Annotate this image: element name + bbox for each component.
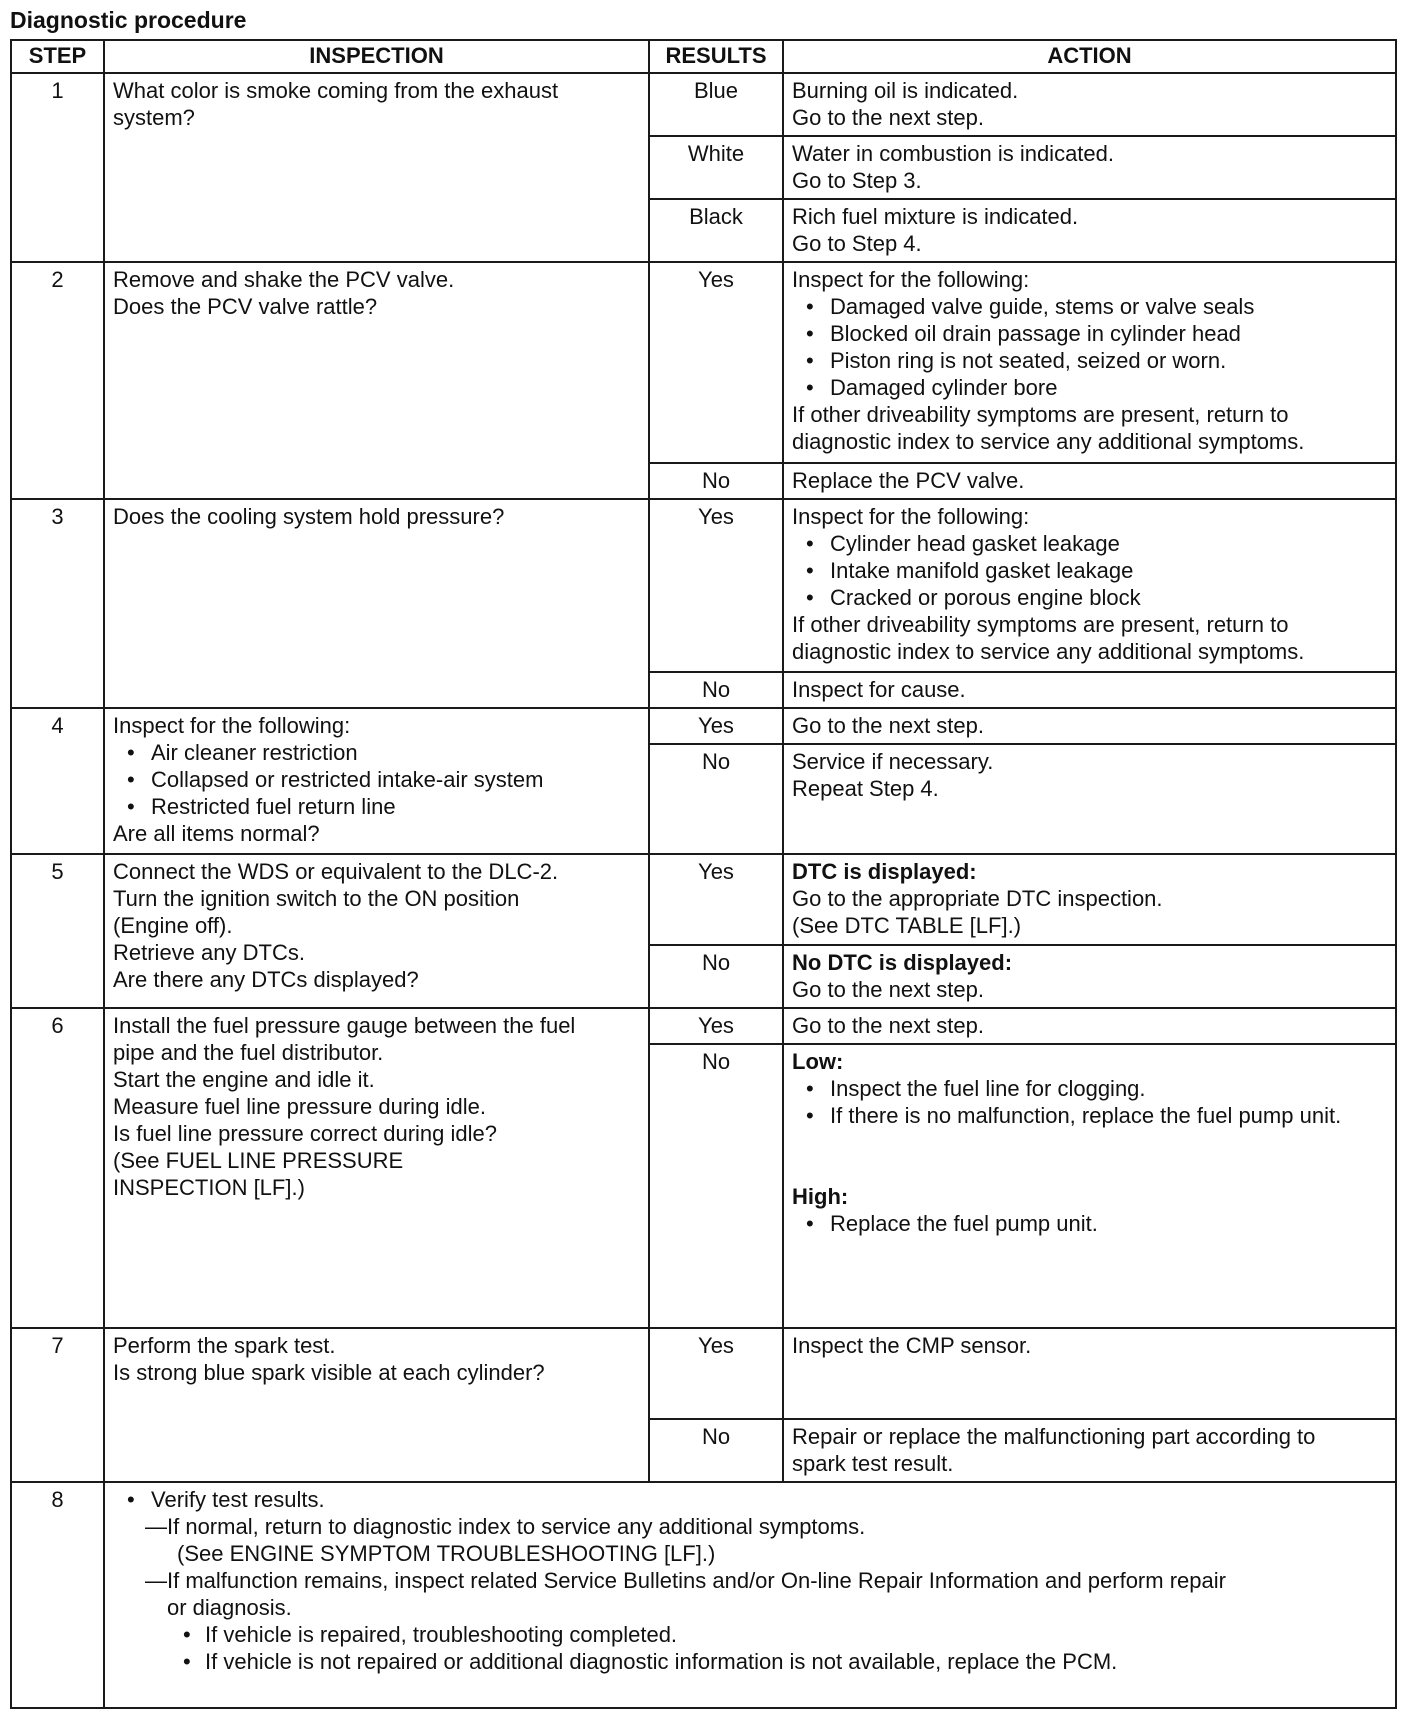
result-cell: No — [649, 672, 783, 708]
action-cell: Go to the next step. — [783, 1008, 1396, 1044]
dash-item — [113, 1567, 1387, 1621]
action-text: Go to Step 3. — [792, 168, 922, 193]
reference-text: (See ENGINE SYMPTOM TROUBLESHOOTING [LF].) — [177, 1541, 716, 1566]
list-item: • Damaged valve guide, stems or valve seals — [792, 293, 1387, 320]
step-number: 7 — [11, 1328, 104, 1482]
action-text: diagnostic index to service any additional symptoms. — [792, 639, 1305, 664]
table-row — [11, 708, 1396, 744]
step-number: 2 — [11, 262, 104, 499]
action-cell — [783, 199, 1396, 262]
inspection-cell — [104, 1482, 1396, 1708]
step-number: 1 — [11, 73, 104, 262]
action-heading: Low: — [792, 1049, 844, 1074]
inspection-cell — [104, 1008, 649, 1328]
header-action: ACTION — [783, 40, 1396, 73]
inspection-text: pipe and the fuel distributor. — [113, 1040, 384, 1065]
list-item: • Collapsed or restricted intake-air system — [113, 766, 640, 793]
dash-item — [113, 1513, 1387, 1567]
inspection-text: Turn the ignition switch to the ON position — [113, 886, 520, 911]
list-item — [113, 1486, 1387, 1513]
action-cell: Replace the PCV valve. — [783, 463, 1396, 499]
result-cell: Blue — [649, 73, 783, 136]
result-cell: White — [649, 136, 783, 199]
inspection-text: Remove and shake the PCV valve. — [113, 267, 455, 292]
inspection-text: Connect the WDS or equivalent to the DLC-2. — [113, 859, 559, 884]
action-text: (See DTC TABLE [LF].) — [792, 913, 1022, 938]
header-inspection: INSPECTION — [104, 40, 649, 73]
action-heading: High: — [792, 1184, 849, 1209]
inspection-text: Start the engine and idle it. — [113, 1067, 375, 1092]
list-item: • If vehicle is repaired, troubleshooting completed. — [175, 1621, 1387, 1648]
inspection-cell — [104, 499, 649, 708]
result-cell: No — [649, 945, 783, 1008]
table-row — [11, 854, 1396, 945]
result-cell: Yes — [649, 1008, 783, 1044]
step-number: 8 — [11, 1482, 104, 1708]
list-item: • Piston ring is not seated, seized or worn. — [792, 347, 1387, 374]
inspection-text: (See FUEL LINE PRESSURE — [113, 1148, 404, 1173]
action-text: Water in combustion is indicated. — [792, 141, 1114, 166]
action-text: Service if necessary. — [792, 749, 994, 774]
table-row — [11, 499, 1396, 672]
result-cell: No — [649, 1419, 783, 1482]
header-results: RESULTS — [649, 40, 783, 73]
inspection-text: (Engine off). — [113, 913, 233, 938]
table-row — [11, 262, 1396, 463]
inspection-text: Does the PCV valve rattle? — [113, 294, 378, 319]
bullet-list — [113, 1486, 1387, 1513]
action-text: diagnostic index to service any additional symptoms. — [792, 429, 1305, 454]
action-text: Repair or replace the malfunctioning part according to — [792, 1424, 1316, 1449]
action-text: If other driveability symptoms are present, return to — [792, 402, 1289, 427]
table-row — [11, 1328, 1396, 1419]
list-item: • Inspect the fuel line for clogging. — [792, 1075, 1387, 1102]
inspection-cell — [104, 1328, 649, 1482]
page-title: Diagnostic procedure — [10, 7, 247, 33]
list-item: • Blocked oil drain passage in cylinder head — [792, 320, 1387, 347]
action-text: Rich fuel mixture is indicated. — [792, 204, 1079, 229]
inspection-text: Does the cooling system hold pressure? — [113, 504, 505, 529]
list-item: • Restricted fuel return line — [113, 793, 640, 820]
action-text: Repeat Step 4. — [792, 776, 939, 801]
action-cell — [783, 945, 1396, 1008]
dash-text: — If normal, return to diagnostic index to service any additional symptoms. — [167, 1514, 866, 1539]
action-text: Go to Step 4. — [792, 231, 922, 256]
action-cell — [783, 1419, 1396, 1482]
action-cell — [783, 499, 1396, 672]
inspection-cell — [104, 73, 649, 262]
list-item: • Intake manifold gasket leakage — [792, 557, 1387, 584]
inspection-text: system? — [113, 105, 195, 130]
step-number: 4 — [11, 708, 104, 854]
result-cell: Yes — [649, 854, 783, 945]
step-number: 3 — [11, 499, 104, 708]
action-cell — [783, 854, 1396, 945]
action-cell: Inspect the CMP sensor. — [783, 1328, 1396, 1419]
result-cell: No — [649, 463, 783, 499]
action-text: Go to the appropriate DTC inspection. — [792, 886, 1163, 911]
bullet-list — [792, 1075, 1387, 1129]
step-number: 6 — [11, 1008, 104, 1328]
header-row — [11, 40, 1396, 73]
action-cell — [783, 1044, 1396, 1328]
inspection-text: Inspect for the following: — [113, 713, 351, 738]
action-heading: No DTC is displayed: — [792, 950, 1013, 975]
inspection-text: Retrieve any DTCs. — [113, 940, 305, 965]
inspection-cell — [104, 854, 649, 1008]
bullet-text: • Verify test results. — [151, 1487, 325, 1512]
result-cell: Yes — [649, 262, 783, 463]
table-row — [11, 1008, 1396, 1044]
list-item: • Cylinder head gasket leakage — [792, 530, 1387, 557]
dash-text: — If malfunction remains, inspect related Service Bulletins and/or On-line Repair Information and perform repair — [167, 1568, 1226, 1593]
list-item: • If there is no malfunction, replace the fuel pump unit. — [792, 1102, 1387, 1129]
list-item: • Air cleaner restriction — [113, 739, 640, 766]
bullet-list — [113, 739, 640, 820]
table-row — [11, 1482, 1396, 1708]
action-heading: DTC is displayed: — [792, 859, 977, 884]
list-item: • If vehicle is not repaired or additional diagnostic information is not available, replace the PCM. — [175, 1648, 1387, 1675]
result-cell: Black — [649, 199, 783, 262]
header-step: STEP — [11, 40, 104, 73]
result-cell: No — [649, 744, 783, 854]
step-number: 5 — [11, 854, 104, 1008]
bullet-list — [792, 530, 1387, 611]
bullet-list — [792, 293, 1387, 401]
inspection-cell — [104, 708, 649, 854]
inspection-text: Is strong blue spark visible at each cylinder? — [113, 1360, 545, 1385]
inspection-text: Measure fuel line pressure during idle. — [113, 1094, 486, 1119]
action-cell: Go to the next step. — [783, 708, 1396, 744]
action-text: Burning oil is indicated. — [792, 78, 1019, 103]
inspection-cell — [104, 262, 649, 499]
inspection-text: Is fuel line pressure correct during idle? — [113, 1121, 497, 1146]
list-item: • Cracked or porous engine block — [792, 584, 1387, 611]
inspection-text: Install the fuel pressure gauge between the fuel — [113, 1013, 576, 1038]
inspection-text: What color is smoke coming from the exhaust — [113, 78, 559, 103]
action-cell — [783, 73, 1396, 136]
action-text: Inspect for the following: — [792, 504, 1030, 529]
action-cell: Inspect for cause. — [783, 672, 1396, 708]
result-cell: Yes — [649, 499, 783, 672]
action-text: Go to the next step. — [792, 977, 985, 1002]
table-row — [11, 73, 1396, 136]
dash-text: or diagnosis. — [167, 1595, 292, 1620]
inspection-text: Are there any DTCs displayed? — [113, 967, 419, 992]
inspection-text: INSPECTION [LF].) — [113, 1175, 305, 1200]
list-item: • Replace the fuel pump unit. — [792, 1210, 1387, 1237]
list-item: • Damaged cylinder bore — [792, 374, 1387, 401]
result-cell: Yes — [649, 1328, 783, 1419]
action-cell — [783, 136, 1396, 199]
action-cell — [783, 262, 1396, 463]
inspection-text: Are all items normal? — [113, 821, 320, 846]
action-text: Go to the next step. — [792, 105, 985, 130]
result-cell: Yes — [649, 708, 783, 744]
result-cell: No — [649, 1044, 783, 1328]
action-text: If other driveability symptoms are present, return to — [792, 612, 1289, 637]
diagnostic-table — [10, 39, 1397, 1709]
action-text: spark test result. — [792, 1451, 954, 1476]
bullet-list — [792, 1210, 1387, 1237]
inspection-text: Perform the spark test. — [113, 1333, 336, 1358]
sub-bullet-list — [113, 1621, 1387, 1675]
action-cell — [783, 744, 1396, 854]
action-text: Inspect for the following: — [792, 267, 1030, 292]
